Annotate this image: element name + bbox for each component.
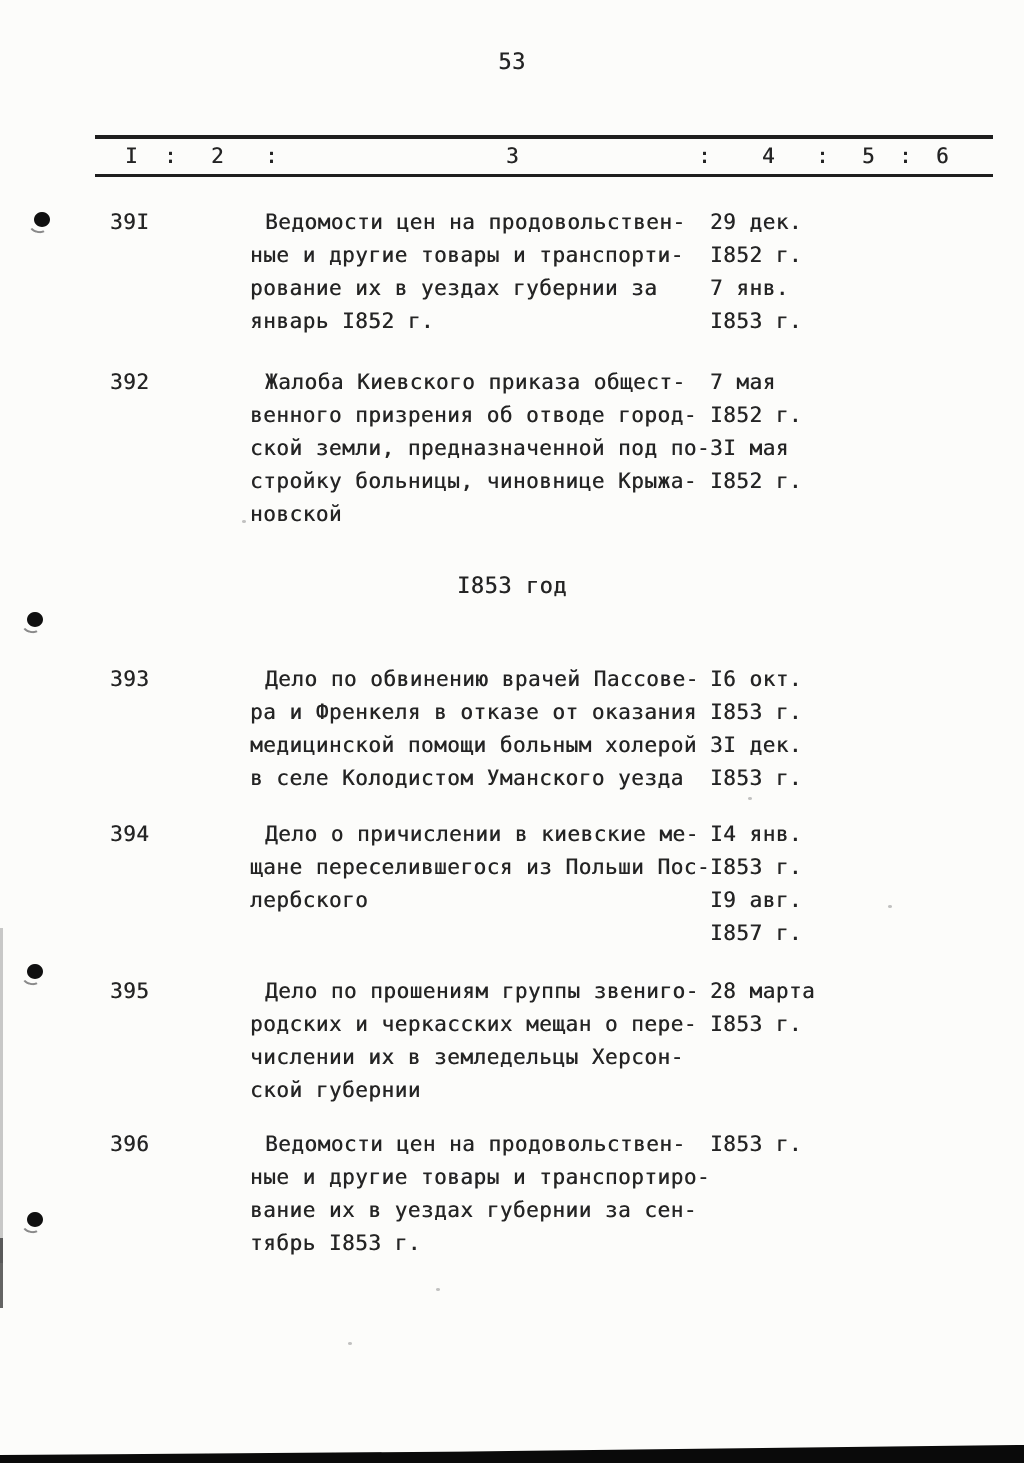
column-separator: : — [265, 144, 279, 168]
margin-ink-dot-mark — [34, 212, 50, 227]
entry-description — [250, 818, 710, 917]
scan-bottom-edge — [0, 1444, 1024, 1463]
page-number: 53 — [498, 50, 526, 75]
date-line: I9 авг. — [710, 888, 803, 912]
column-header-6: 6 — [936, 144, 950, 168]
description-line: вание их в уездах губернии за сен- — [250, 1198, 697, 1222]
description-line: ской земли, предназначенной под по- — [250, 436, 711, 460]
column-separator: : — [698, 144, 712, 168]
description-line: тябрь I853 г. — [250, 1231, 421, 1255]
date-line: I6 окт. — [710, 667, 803, 691]
date-line: 29 дек. — [710, 210, 803, 234]
description-line: медицинской помощи больным холерой — [250, 733, 697, 757]
scan-speck — [348, 1342, 352, 1345]
date-line: 7 янв. — [710, 276, 789, 300]
column-header-5: 5 — [862, 144, 876, 168]
date-line: I857 г. — [710, 921, 803, 945]
entry-description — [250, 1128, 710, 1260]
description-line: Дело по обвинению врачей Пассове- — [265, 667, 699, 691]
column-header-4: 4 — [762, 144, 776, 168]
date-line: I852 г. — [710, 469, 803, 493]
column-header-2: 2 — [211, 144, 225, 168]
date-line: I853 г. — [710, 855, 803, 879]
description-line: Дело по прошениям группы звениго- — [265, 979, 699, 1003]
description-line: ской губернии — [250, 1078, 421, 1102]
entry-dates — [710, 366, 802, 498]
date-line: I853 г. — [710, 766, 803, 790]
date-line: I853 г. — [710, 1132, 803, 1156]
description-line: ра и Френкеля в отказе от оказания — [250, 700, 697, 724]
entry-number: 393 — [110, 667, 150, 691]
description-line: Жалоба Киевского приказа общест- — [265, 370, 686, 394]
scan-speck — [242, 520, 246, 523]
column-separator: : — [816, 144, 830, 168]
scan-edge-streak — [0, 928, 3, 1263]
date-line: I853 г. — [710, 700, 803, 724]
year-section-heading: I853 год — [457, 574, 567, 599]
entry-number: 392 — [110, 370, 150, 394]
margin-ink-dot-mark — [27, 1212, 43, 1227]
date-line: 7 мая — [710, 370, 776, 394]
entry-description — [250, 663, 699, 795]
column-header-1: I — [125, 144, 139, 168]
scan-speck — [436, 1288, 440, 1291]
entry-dates — [710, 818, 802, 950]
description-line: рование их в уездах губернии за — [250, 276, 658, 300]
description-line: щане переселившегося из Польши Пос- — [250, 855, 711, 879]
date-line: 28 марта — [710, 979, 816, 1003]
description-line: Ведомости цен на продовольствен- — [265, 1132, 686, 1156]
date-line: I852 г. — [710, 403, 803, 427]
scan-speck — [748, 797, 752, 800]
description-line: ные и другие товары и транспортиро- — [250, 1165, 711, 1189]
description-line: в селе Колодистом Уманского уезда — [250, 766, 684, 790]
description-line: ные и другие товары и транспорти- — [250, 243, 684, 267]
table-column-header — [95, 135, 993, 177]
description-line: Дело о причислении в киевские ме- — [265, 822, 699, 846]
scan-edge-streak — [0, 1238, 3, 1308]
entry-dates — [710, 663, 802, 795]
date-line: I852 г. — [710, 243, 803, 267]
entry-number: 396 — [110, 1132, 150, 1156]
entry-description — [250, 366, 710, 531]
column-separator: : — [164, 144, 178, 168]
date-line: I853 г. — [710, 1012, 803, 1036]
description-line: стройку больницы, чиновнице Крыжа- — [250, 469, 697, 493]
entry-dates — [710, 975, 815, 1041]
entry-number: 39I — [110, 210, 150, 234]
date-line: I853 г. — [710, 309, 803, 333]
description-line: числении их в земледельцы Херсон- — [250, 1045, 684, 1069]
margin-ink-dot-mark — [27, 964, 43, 979]
margin-ink-dot-mark — [27, 612, 43, 627]
date-line: 3I мая — [710, 436, 789, 460]
description-line: лербского — [250, 888, 369, 912]
date-line: I4 янв. — [710, 822, 803, 846]
scan-speck — [888, 905, 892, 908]
description-line: Ведомости цен на продовольствен- — [265, 210, 686, 234]
column-header-3: 3 — [506, 144, 520, 168]
entry-number: 395 — [110, 979, 150, 1003]
description-line: родских и черкасских мещан о пере- — [250, 1012, 697, 1036]
description-line: новской — [250, 502, 343, 526]
entry-number: 394 — [110, 822, 150, 846]
description-line: январь I852 г. — [250, 309, 435, 333]
entry-dates — [710, 1128, 802, 1161]
entry-description — [250, 975, 699, 1107]
description-line: венного призрения об отводе город- — [250, 403, 697, 427]
date-line: 3I дек. — [710, 733, 803, 757]
entry-description — [250, 206, 686, 338]
entry-dates — [710, 206, 802, 338]
column-separator: : — [899, 144, 913, 168]
